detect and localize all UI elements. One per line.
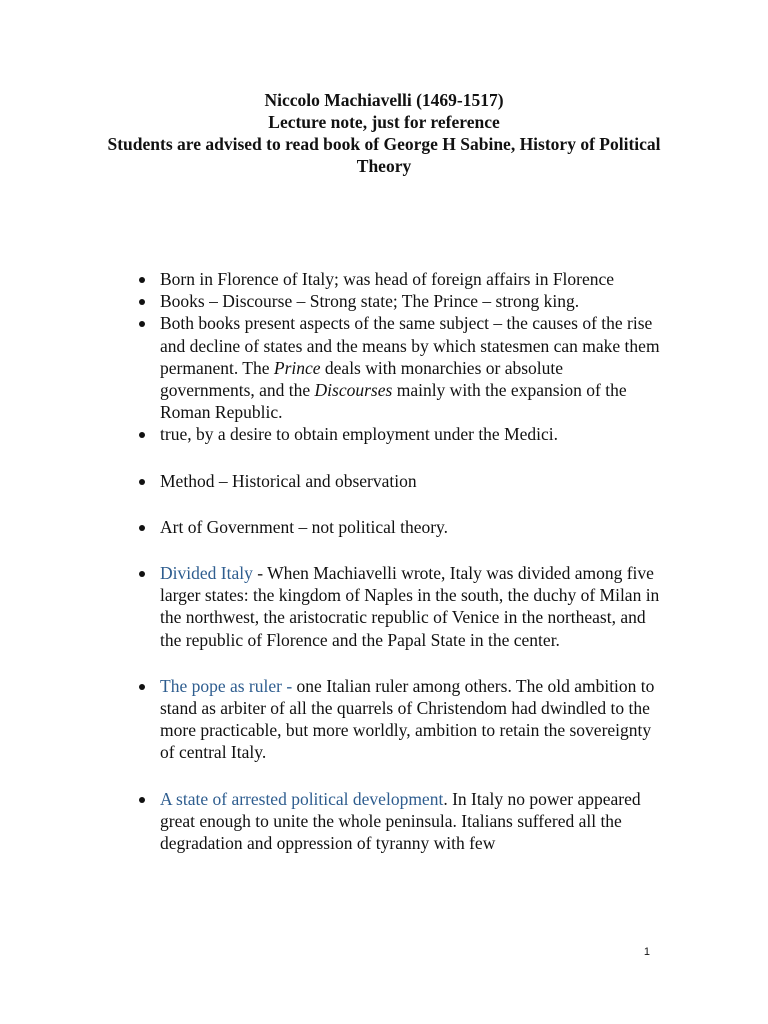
title-line: Niccolo Machiavelli (1469-1517) [264,90,504,110]
list-item [160,470,660,492]
bullet-text: . In Italy no power appeared great enough to unite the whole peninsula. Italians suffered all the degradation and oppression of tyranny with few [160,788,641,854]
bullet-text: mainly with the expansion of the Roman Republic. [160,380,627,423]
bullet-text: Method – Historical and observation [160,470,417,491]
section-heading-arrested-development: A state of arrested political development [160,788,444,809]
list-item [160,675,660,764]
emphasis-discourses: Discourses [314,380,393,401]
bullet-text: Books – Discourse – Strong state; The Prince – strong king. [160,291,580,312]
bullet-text: deals with monarchies or absolute governments, and the [160,357,564,401]
section-heading-pope-as-ruler: The pope as ruler - [160,675,293,696]
list-item [160,312,660,423]
list-item [160,423,660,445]
section-heading-divided-italy: Divided Italy [160,563,253,584]
bullet-text: one Italian ruler among others. The old ambition to stand as arbiter of all the quarrels of Christendom had dwindled to the more practicable, but more worldly, ambition to retain the sovereignty of central Italy. [160,675,655,763]
advice-line: Students are advised to read book of George H Sabine, History of Political Theory [107,134,661,176]
bullet-text: Born in Florence of Italy; was head of foreign affairs in Florence [160,269,615,289]
emphasis-prince: Prince [273,357,321,378]
list-item [160,290,660,312]
list-item [160,562,660,651]
subtitle-line: Lecture note, just for reference [268,112,500,132]
list-item [160,268,660,290]
bullet-list [160,268,660,854]
page-number: 1 [643,946,650,958]
bullet-text: true, by a desire to obtain employment under the Medici. [160,424,559,445]
bullet-text: Both books present aspects of the same subject – the causes of the rise and decline of states and the means by which statesmen can make them permanent. The [160,313,660,378]
bullet-text: Art of Government – not political theory. [160,516,449,537]
bullet-text: - When Machiavelli wrote, Italy was divided among five larger states: the kingdom of Naples in the south, the duchy of Milan in the northwest, the aristocratic republic of Venice in the northeast, and the republic of Florence and the Papal State in the center. [160,563,660,650]
list-item [160,516,660,538]
list-item [160,788,660,855]
document-header [100,89,668,177]
